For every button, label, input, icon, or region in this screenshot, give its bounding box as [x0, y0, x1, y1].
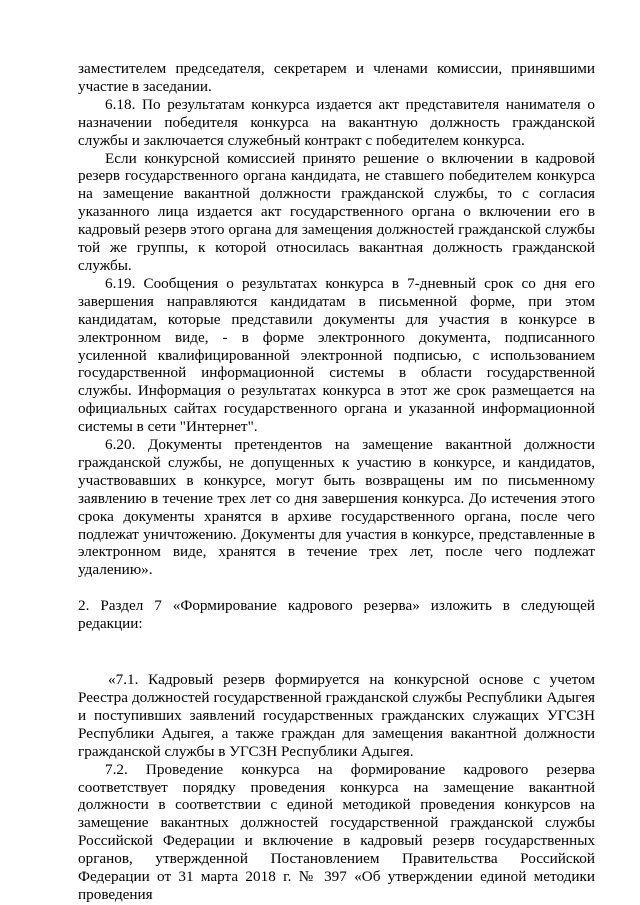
paragraph-7-2: 7.2. Проведение конкурса на формирование кадрового резерва соответствует порядку проведения конкурса на замещение вакантной должности в соответствии с единой методикой проведения конкурсов на замещение вакантных должностей государственной гражданской службы Российской Федерации и включение в кадровый резерв государственных органов, утвержденной Постановлением Правительства Российской Федерации от 31 марта 2018 г. № 397 «Об утверждении единой методики проведения [78, 760, 595, 903]
paragraph-continuation: заместителем председателя, секретарем и членами комиссии, принявшими участие в заседании. [78, 60, 595, 95]
document-page [78, 60, 595, 904]
item-2-section-7: 2. Раздел 7 «Формирование кадрового резерва» изложить в следующей редакции: [78, 597, 595, 633]
paragraph-6-18: 6.18. По результатам конкурса издается акт представителя нанимателя о назначении победителя конкурса на вакантную должность гражданской службы и заключается служебный контракт с победителем конкурса. [78, 95, 595, 149]
paragraph-reserve-decision: Если конкурсной комиссией принято решение о включении в кадровой резерв государственного органа кандидата, не ставшего победителем конкурса на замещение вакантной должности гражданской службы, то с согласия указанного лица издается акт государственного органа о включении его в кадровый резерв этого органа для замещения должностей гражданской службы той же группы, к которой относилась вакантная должность гражданской службы. [78, 149, 595, 274]
paragraph-7-1: «7.1. Кадровый резерв формируется на конкурсной основе с учетом Реестра должностей государственной гражданской службы Республики Адыгея и поступивших заявлений государственных гражданских служащих УГСЗН Республики Адыгея, а также граждан для замещения вакантной должности гражданской службы в УГСЗН Республики Адыгея. [78, 671, 595, 760]
paragraph-6-19: 6.19. Сообщения о результатах конкурса в 7-дневный срок со дня его завершения направляются кандидатам в письменной форме, при этом кандидатам, которые представили документы для участия в конкурсе в электронном виде, - в форме электронного документа, подписанного усиленной квалифицированной электронной подписью, с использованием государственной информационной системы в области государственной службы. Информация о результатах конкурса в этот же срок размещается на официальных сайтах государственного органа и указанной информационной системы в сети "Интернет". [78, 274, 595, 436]
paragraph-6-20: 6.20. Документы претендентов на замещение вакантной должности гражданской службы, не допущенных к участию в конкурсе, и кандидатов, участвовавших в конкурсе, могут быть возвращены им по письменному заявлению в течение трех лет со дня завершения конкурса. До истечения этого срока документы хранятся в архиве государственного органа, после чего подлежат уничтожению. Документы для участия в конкурсе, представленные в электронном виде, хранятся в течение трех лет, после чего подлежат удалению». [78, 436, 595, 579]
